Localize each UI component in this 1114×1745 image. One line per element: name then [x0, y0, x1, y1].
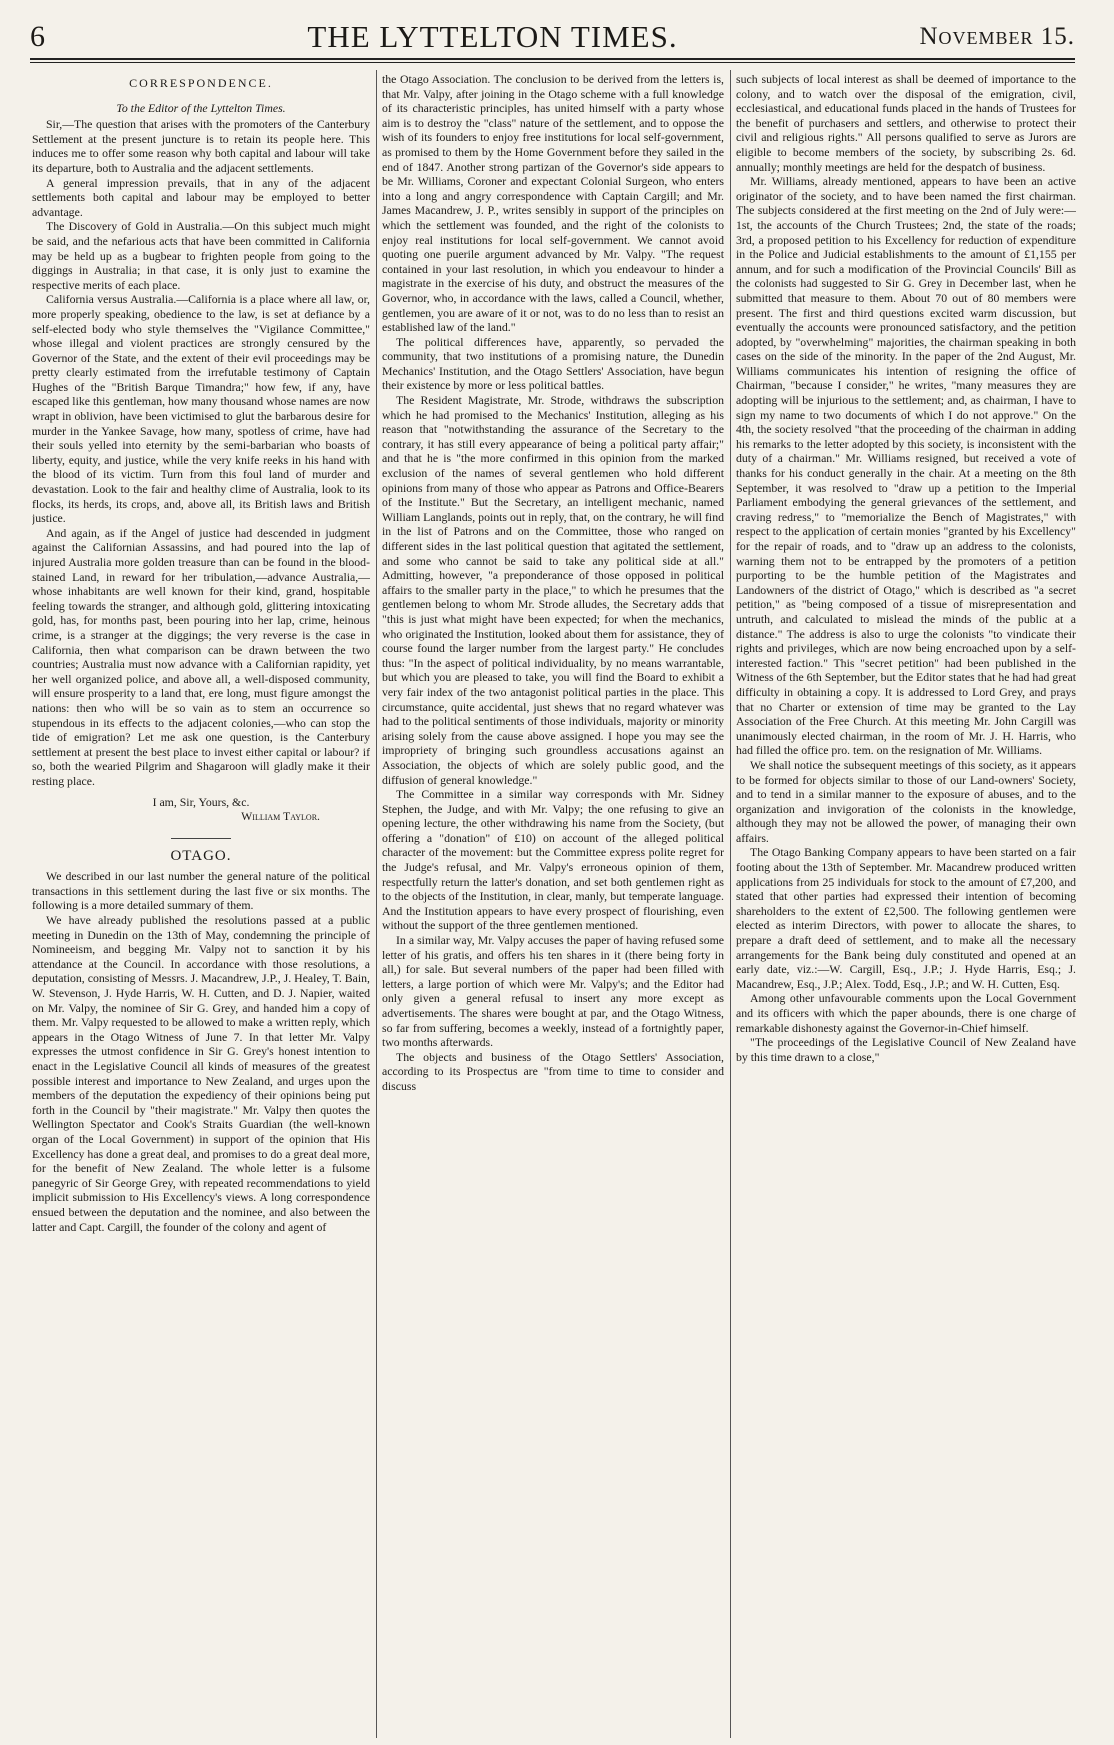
header-rule-thin: [30, 62, 1075, 63]
paragraph: We described in our last number the general nature of the political transactions in this settlement during the last five or six months. The following is a more detailed summary of them.: [32, 869, 370, 913]
column-3: [736, 72, 1076, 1737]
column-1: [32, 72, 370, 1737]
paragraph: The Discovery of Gold in Australia.—On this subject much might be said, and the nefarious acts that have been committed in California may be held up as a bugbear to frighten people from going to the diggings in Australia; in that case, it is only just to examine the respective merits of each place.: [32, 219, 370, 292]
paragraph: We shall notice the subsequent meetings of this society, as it appears to be formed for objects similar to those of our Land-owners' Society, and to tend in a similar manner to the exposure of abuses, and to the organization and invigoration of the colonists in the knowledge, although they may not be allowed the power, of managing their own affairs.: [736, 757, 1076, 845]
letter-address: To the Editor of the Lyttelton Times.: [116, 100, 286, 115]
page-header: [30, 18, 1075, 52]
paragraph: Mr. Williams, already mentioned, appears to have been an active originator of the society, and to have been named the first chairman. The subjects considered at the first meeting on the 2nd of July were:—1st, the accounts of the Church Trustees; 2nd, the state of the roads; 3rd, a proposed petition to his Excellency for reduction of expenditure in the Police and Judicial establishments to the amount of £1,155 per annum, and for such a modification of the Provincial Councils' Bill as the colonists had suggested to Sir G. Grey in December last, when he submitted that measure to them. About 70 out of 80 members were present. The first and third questions excited warm discussion, but eventually the accounts were pronounced satisfactory, and the petition adopted, by "overwhelming" majorities, the chairman speaking in both cases on the side of the minority. In the paper of the 2nd August, Mr. Williams communicates his intention of resigning the office of Chairman, "because I consider," he writes, "many measures they are adopting will be injurious to the settlement; and, as chairman, I have to sign my name to two documents of which I do not approve." On the 4th, the society resolved "that the proceeding of the chairman in adding his remarks to the letter adopted by this society, is inconsistent with the duty of a chairman." Mr. Williams resigned, but received a vote of thanks for his conduct generally in the chair. At a meeting on the 8th September, it was resolved to "draw up a petition to the Imperial Parliament embodying the general grievances of the settlement, and craving redress," to "memorialize the Bench of Magistrates," with respect to the application of certain monies "granted by his Excellency" for the repair of roads, and to "draw up an address to the colonists, warning them not to be entrapped by the promoters of a petition purporting to be the humble petition of the Magistrates and Landowners of the district of Otago," which is described as "a secret petition," as "being composed of a tissue of misrepresentation and untruth, and calculated to mislead the minds of the public at a distance." The address is also to urge the colonists "to vindicate their rights and privileges, which are now being encroached upon by a self-interested faction." This "secret petition" had been published in the Witness of the 6th September, but the Editor states that he had had great difficulty in obtaining a copy. It is addressed to Lord Grey, and prays that no Charter or extension of time may be granted to the Lay Association of the Free Church. At this meeting Mr. John Cargill was unanimously elected chairman, in the room of Mr. J. H. Harris, who had filled the office pro. tem. on the resignation of Mr. Williams.: [736, 174, 1076, 758]
paragraph: Among other unfavourable comments upon the Local Government and its officers with which the paper abounds, there is one charge of remarkable dishonesty against the Governor-in-Chief himself.: [736, 991, 1076, 1035]
paragraph: We have already published the resolutions passed at a public meeting in Dunedin on the 13th of May, condemning the principle of Nomineeism, and begging Mr. Valpy not to sanction it by his attendance at the Council. In accordance with those resolutions, a deputation, consisting of Messrs. J. Macandrew, J.P., J. Healey, T. Bain, W. Stevenson, J. Hyde Harris, W. H. Cutten, and D. J. Napier, waited on Mr. Valpy, the nominee of Sir G. Grey, and handed him a copy of them. Mr. Valpy requested to be allowed to make a written reply, which appears in the Otago Witness of June 7. In that letter Mr. Valpy expresses the utmost confidence in Sir G. Grey's honest intention to enact in the Legislative Council all kinds of measures of the greatest possible interest and importance to New Zealand, and urges upon the members of the deputation the expediency of their opinions being put forth in the Council by "their magistrate." Mr. Valpy then quotes the Wellington Spectator and Cook's Straits Guardian (the well-known organ of the Local Government) in support of the opinion that His Excellency has done a great deal, and promises to do a great deal more, for the benefit of New Zealand. The whole letter is a fulsome panegyric of Sir George Grey, with repeated recommendations to yield implicit submission to His Excellency's views. A long correspondence ensued between the deputation and the nominee, and also between the latter and Capt. Cargill, the founder of the colony and agent of: [32, 913, 370, 1234]
paragraph: The Committee in a similar way corresponds with Mr. Sidney Stephen, the Judge, and with Mr. Valpy; the one refusing to give an opening lecture, the other withdrawing his name from the Society, (but offering a "donation" of £10) on account of the alleged political character of the movement: but the Committee express polite regret for the Judge's refusal, and Mr. Valpy's erroneous opinion of them, respectfully return the latter's donation, and set both gentlemen right as to the objects of the Institution, in clear, manly, but temperate language. And the Institution appears to have every prospect of flourishing, even without the support of the three gentlemen mentioned.: [382, 787, 724, 933]
paragraph: The objects and business of the Otago Settlers' Association, according to its Prospectus are "from time to time to consider and discuss: [382, 1049, 724, 1093]
letter-closing: I am, Sir, Yours, &c.: [152, 794, 250, 809]
paragraph: California versus Australia.—California is a place where all law, or, more properly speaking, obedience to the law, is set at defiance by a self-elected body who style themselves the "Vigilance Committee," whose illegal and violent practices are strongly censured by the Governor of the State, and the extent of their evil proceedings may be pretty clearly estimated from the irrefutable testimony of Captain Hughes of the "British Barque Timandra;" how few, if any, have escaped like this gentleman, how many thousand whose names are now wrapt in oblivion, have been victimised to glut the barbarous desire for murder in the Yankee Savage, how many, spotless of crime, have had their souls yelled into eternity by the semi-barbarian who boasts of liberty, equity, and justice, while the very knife reeks in his hand with the blood of its victim. Turn from this foul land of murder and devastation. Look to the fair and healthy clime of Australia, look to its flocks, its herds, its crops, and, above all, its British laws and British justice.: [32, 292, 370, 526]
paragraph: The Resident Magistrate, Mr. Strode, withdraws the subscription which he had promised to the Mechanics' Institution, alleging as his reason that "notwithstanding the assurance of the Secretary to the contrary, it has still every appearance of being a political party affair;" and that he is "the more confirmed in this opinion from the marked exclusion of the names of several gentlemen who hold different opinions from many of those who appear as Patrons and Office-Bearers of the Institute." But the Secretary, an intelligent mechanic, named William Langlands, points out in reply, that, on the contrary, he will find in the list of Patrons and on the Committee, those who ranged on different sides in the last political question that agitated the settlement, and some who cannot be said to take any political side at all." Admitting, however, "a preponderance of those opposed in political affairs to the smaller party in the place," to which he presumes that the gentlemen belong to whom Mr. Strode alludes, the Secretary adds that "this is just what might have been expected; for when the mechanics, who originated the Institution, looked about them for assistance, they of course found the larger number from the largest party." He concludes thus: "In the aspect of political individuality, by no means warrantable, but which you are pleased to take, you will find the Board to exhibit a very fair index of the two antagonist political parties in the place. This circumstance, quite accidental, just shews that no regard whatever was had to the political sentiments of those individuals, majority or minority arising solely from the cause above assigned. I hope you may see the impropriety of bringing such groundless accusations against an Association, the objects of which are solely public good, and the diffusion of general knowledge.": [382, 393, 724, 787]
section-divider: [171, 838, 231, 839]
paragraph: The political differences have, apparently, so pervaded the community, that two institutions of a promising nature, the Dunedin Mechanics' Institution, and the Otago Settlers' Association, have begun their existence by more or less political battles.: [382, 334, 724, 393]
paragraph: The Otago Banking Company appears to have been started on a fair footing about the 13th of September. Mr. Macandrew produced written applications from 25 individuals for stock to the amount of £7,200, and stated that other parties had expressed their intention of becoming shareholders to the extent of £2,500. The following gentlemen were elected as interim Directors, with power to allocate the shares, to prepare a draft deed of settlement, and to make all the necessary arrangements for the Bank being duly constituted and opened at an early date, viz.:—W. Cargill, Esq., J.P.; J. Hyde Harris, Esq.; J. Macandrew, Esq., J.P.; Alex. Todd, Esq., J.P.; and W. H. Cutten, Esq.: [736, 845, 1076, 991]
issue-date: November 15.: [919, 23, 1075, 50]
page-number: 6: [30, 20, 45, 53]
otago-heading: OTAGO.: [170, 847, 232, 864]
letter-signature: William Taylor.: [241, 809, 320, 824]
paragraph: A general impression prevails, that in any of the adjacent settlements both capital and labour may be employed to better advantage.: [32, 175, 370, 219]
paragraph: In a similar way, Mr. Valpy accuses the paper of having refused some letter of his gratis, and offers his ten shares in it (there being forty in all,) for sale. But several numbers of the paper had been filled with letters, a large portion of which were Mr. Valpy's; and the Editor had only given a general refusal to insert any more except as advertisements. The shares were bought at par, and the Otago Witness, so far from suffering, becomes a weekly, instead of a fortnightly paper, two months afterwards.: [382, 933, 724, 1050]
paragraph: Sir,—The question that arises with the promoters of the Canterbury Settlement at the present juncture is to retain its people here. This induces me to offer some reason why both capital and labour will take its departure, both to Australia and the adjacent settlements.: [32, 117, 370, 175]
column-divider: [730, 70, 731, 1738]
paragraph: such subjects of local interest as shall be deemed of importance to the colony, and to watch over the disposal of the emigration, civil, ecclesiastical, and educational funds placed in the hands of Trustees for the benefit of purchasers and settlers, and otherwise to protect their civil and religious rights." All persons qualified to serve as Jurors are eligible to become members of the society, by subscribing 2s. 6d. annually; monthly meetings are held for the despatch of business.: [736, 72, 1076, 174]
section-heading: CORRESPONDENCE.: [129, 76, 273, 90]
column-divider: [376, 70, 377, 1738]
column-2: [382, 72, 724, 1737]
paragraph: the Otago Association. The conclusion to be derived from the letters is, that Mr. Valpy, after joining in the Otago scheme with a full knowledge of its characteristic principles, has united himself with a party whose aim is to destroy the "class" nature of the settlement, and to oppose the wish of its founders to enjoy free institutions for local self-government, as promised to them by the Home Government before they sailed in the end of 1847. Another strong partizan of the Governor's side appears to be Mr. Williams, Coroner and expectant Colonial Surgeon, who enters into a long and angry correspondence with Captain Cargill; and Mr. James Macandrew, J. P., writes sensibly in support of the principles on which the settlement was founded, and the right of the colonists to enjoy real institutions for local self-government. We cannot avoid quoting one puerile argument advanced by Mr. Valpy. "The request contained in your last resolution, in which you endeavour to hinder a magistrate in the exercise of his duty, and obstruct the measures of the Governor, who, in accordance with the laws, called a Council, whether, gentlemen, you are aware of it or not, was to do no less than to resist an established law of the land.": [382, 72, 724, 335]
header-rule: [30, 58, 1075, 60]
masthead-title: THE LYTTELTON TIMES.: [307, 19, 678, 54]
paragraph: And again, as if the Angel of justice had descended in judgment against the Californian Assassins, and had poured into the lap of injured Australia more golden treasure than can be found in the blood-stained Land, in reward for her tribulation,—advance Australia,—whose inhabitants are well known for their kind, grand, hospitable feeling towards the stranger, and although gold, glittering intoxicating gold, has, for months past, been pouring into her lap, crime, heinous crime, is a stranger at the diggings; the very reverse is the case in California, then what comparison can be drawn between the two countries; Australia must now advance with a Californian rapidity, yet her well organized police, and above all, a well-disposed community, will ensure prosperity to a land that, ere long, must figure amongst the nations: then who will be so vain as to stem an occurrence so stupendous in its effects to the adjacent colonies,—who can stop the tide of emigration? Let me ask one question, is the Canterbury settlement at present the best place to invest either capital or labour? if so, both the wearied Pilgrim and Shagaroon will gladly make it their resting place.: [32, 525, 370, 788]
paragraph: "The proceedings of the Legislative Council of New Zealand have by this time drawn to a close,": [736, 1035, 1076, 1064]
